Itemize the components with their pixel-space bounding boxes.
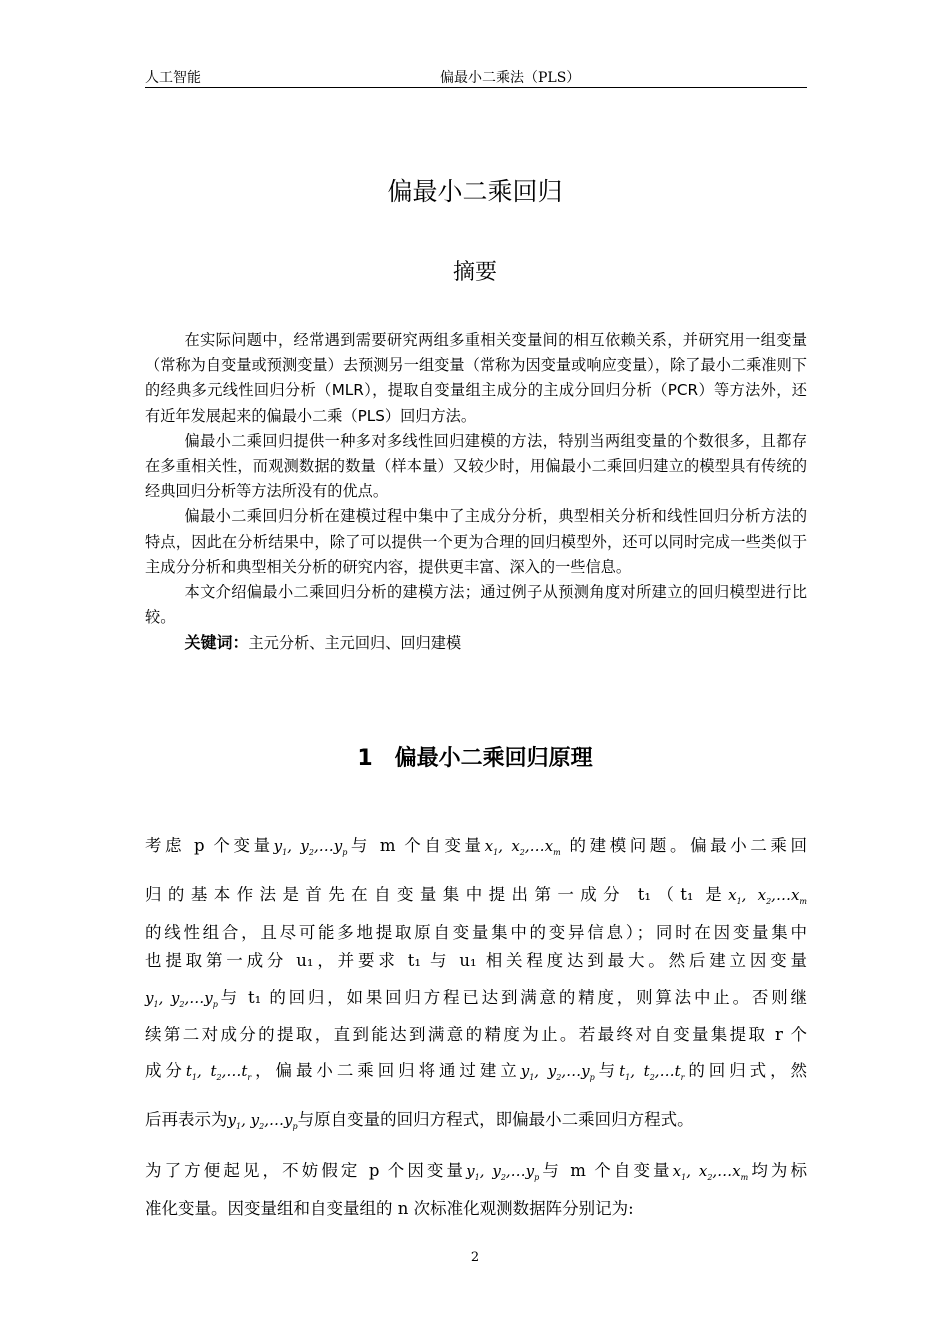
math-x-vars: $x_1$, $x_2,\dots x_m$ xyxy=(484,837,561,857)
math-y-vars: $y_1$, $y_2,\dots y_p$ xyxy=(520,1062,595,1082)
body-line: 的线性组合，且尽可能多地提取原自变量集中的变异信息）；同时在因变量集中 xyxy=(145,923,807,942)
abstract-body xyxy=(145,328,807,657)
math-t-vars: $t_1$, $t_2,\dots t_r$ xyxy=(185,1062,252,1082)
body-line: 后再表示为$y_1$, $y_2,\dots y_p$与原自变量的回归方程式，即偏最小二乘回归方程式。 xyxy=(145,1110,694,1131)
abstract-paragraph: 偏最小二乘回归提供一种多对多线性回归建模的方法，特别当两组变量的个数很多，且都存在多重相关性，而观测数据的数量（样本量）又较少时，用偏最小二乘回归建立的模型具有传统的经典回归分析等方法所没有的优点。 xyxy=(145,431,807,501)
math-x-vars: $x_1$, $x_2,\dots x_m$ xyxy=(672,1162,749,1182)
section-number: 1 xyxy=(357,746,373,771)
body-line: 成分$t_1$, $t_2,\dots t_r$，偏最小二乘回归将通过建立$y_1$, $y_2,\dots y_p$与$t_1$, $t_2,\dots t_r$的回归式，然 xyxy=(145,1061,807,1082)
header-center: 偏最小二乘法（PLS） xyxy=(440,70,581,86)
page-header xyxy=(145,65,807,88)
body-line: 也提取第一成分 u₁，并要求 t₁ 与 u₁ 相关程度达到最大。然后建立因变量 xyxy=(145,951,807,970)
header-left: 人工智能 xyxy=(145,70,201,86)
body-line: 为了方便起见，不妨假定 p 个因变量$y_1$, $y_2,\dots y_p$与 m 个自变量$x_1$, $x_2,\dots x_m$均为标 xyxy=(145,1161,808,1182)
math-y-vars: $y_1$, $y_2,\dots y_p$ xyxy=(466,1162,540,1182)
body-line: 考虑 p 个变量$y_1$, $y_2,\dots y_p$与 m 个自变量$x_1$, $x_2,\dots x_m$ 的建模问题。偏最小二乘回 xyxy=(145,836,807,857)
body-line: $y_1$, $y_2,\dots y_p$与 t₁ 的回归，如果回归方程已达到满意的精度，则算法中止。否则继 xyxy=(145,988,807,1009)
page-number: 2 xyxy=(470,1250,480,1265)
abstract-paragraph: 在实际问题中，经常遇到需要研究两组多重相关变量间的相互依赖关系，并研究用一组变量（常称为自变量或预测变量）去预测另一组变量（常称为因变量或响应变量），除了最小二乘准则下的经典多元线性回归分析（MLR），提取自变量组主成分的主成分回归分析（PCR）等方法外，还有近年发展起来的偏最小二乘（PLS）回归方法。 xyxy=(145,331,807,425)
body-line: 续第二对成分的提取，直到能达到满意的精度为止。若最终对自变量集提取 r 个 xyxy=(145,1025,807,1044)
abstract-paragraph: 偏最小二乘回归分析在建模过程中集中了主成分分析，典型相关分析和线性回归分析方法的特点，因此在分析结果中，除了可以提供一个更为合理的回归模型外，还可以同时完成一些类似于主成分分析和典型相关分析的研究内容，提供更丰富、深入的一些信息。 xyxy=(145,507,807,576)
keywords-line xyxy=(145,630,807,656)
body-line: 准化变量。因变量组和自变量组的 n 次标准化观测数据阵分别记为: xyxy=(145,1199,634,1218)
abstract-paragraph: 本文介绍偏最小二乘回归分析的建模方法；通过例子从预测角度对所建立的回归模型进行比较。 xyxy=(145,583,807,627)
math-y-vars: $y_1$, $y_2,\dots y_p$ xyxy=(227,1111,298,1131)
abstract-title: 摘要 xyxy=(452,260,497,285)
math-y-vars: $y_1$, $y_2,\dots y_p$ xyxy=(145,989,218,1009)
keywords-label: 关键词： xyxy=(184,633,249,653)
math-t-vars: $t_1$, $t_2,\dots t_r$ xyxy=(619,1062,685,1082)
math-y-vars: $y_1$, $y_2,\dots y_p$ xyxy=(273,837,348,857)
body-line: 归的基本作法是首先在自变量集中提出第一成分 t₁（t₁ 是$x_1$, $x_2,\dots x_m$ xyxy=(145,885,807,906)
document-title: 偏最小二乘回归 xyxy=(387,177,563,206)
section-title: 偏最小二乘回归原理 xyxy=(394,746,593,771)
keywords-text: 主元分析、主元回归、回归建模 xyxy=(248,634,462,653)
math-x-vars: $x_1$, $x_2,\dots x_m$ xyxy=(728,886,807,906)
section-heading xyxy=(0,741,950,772)
